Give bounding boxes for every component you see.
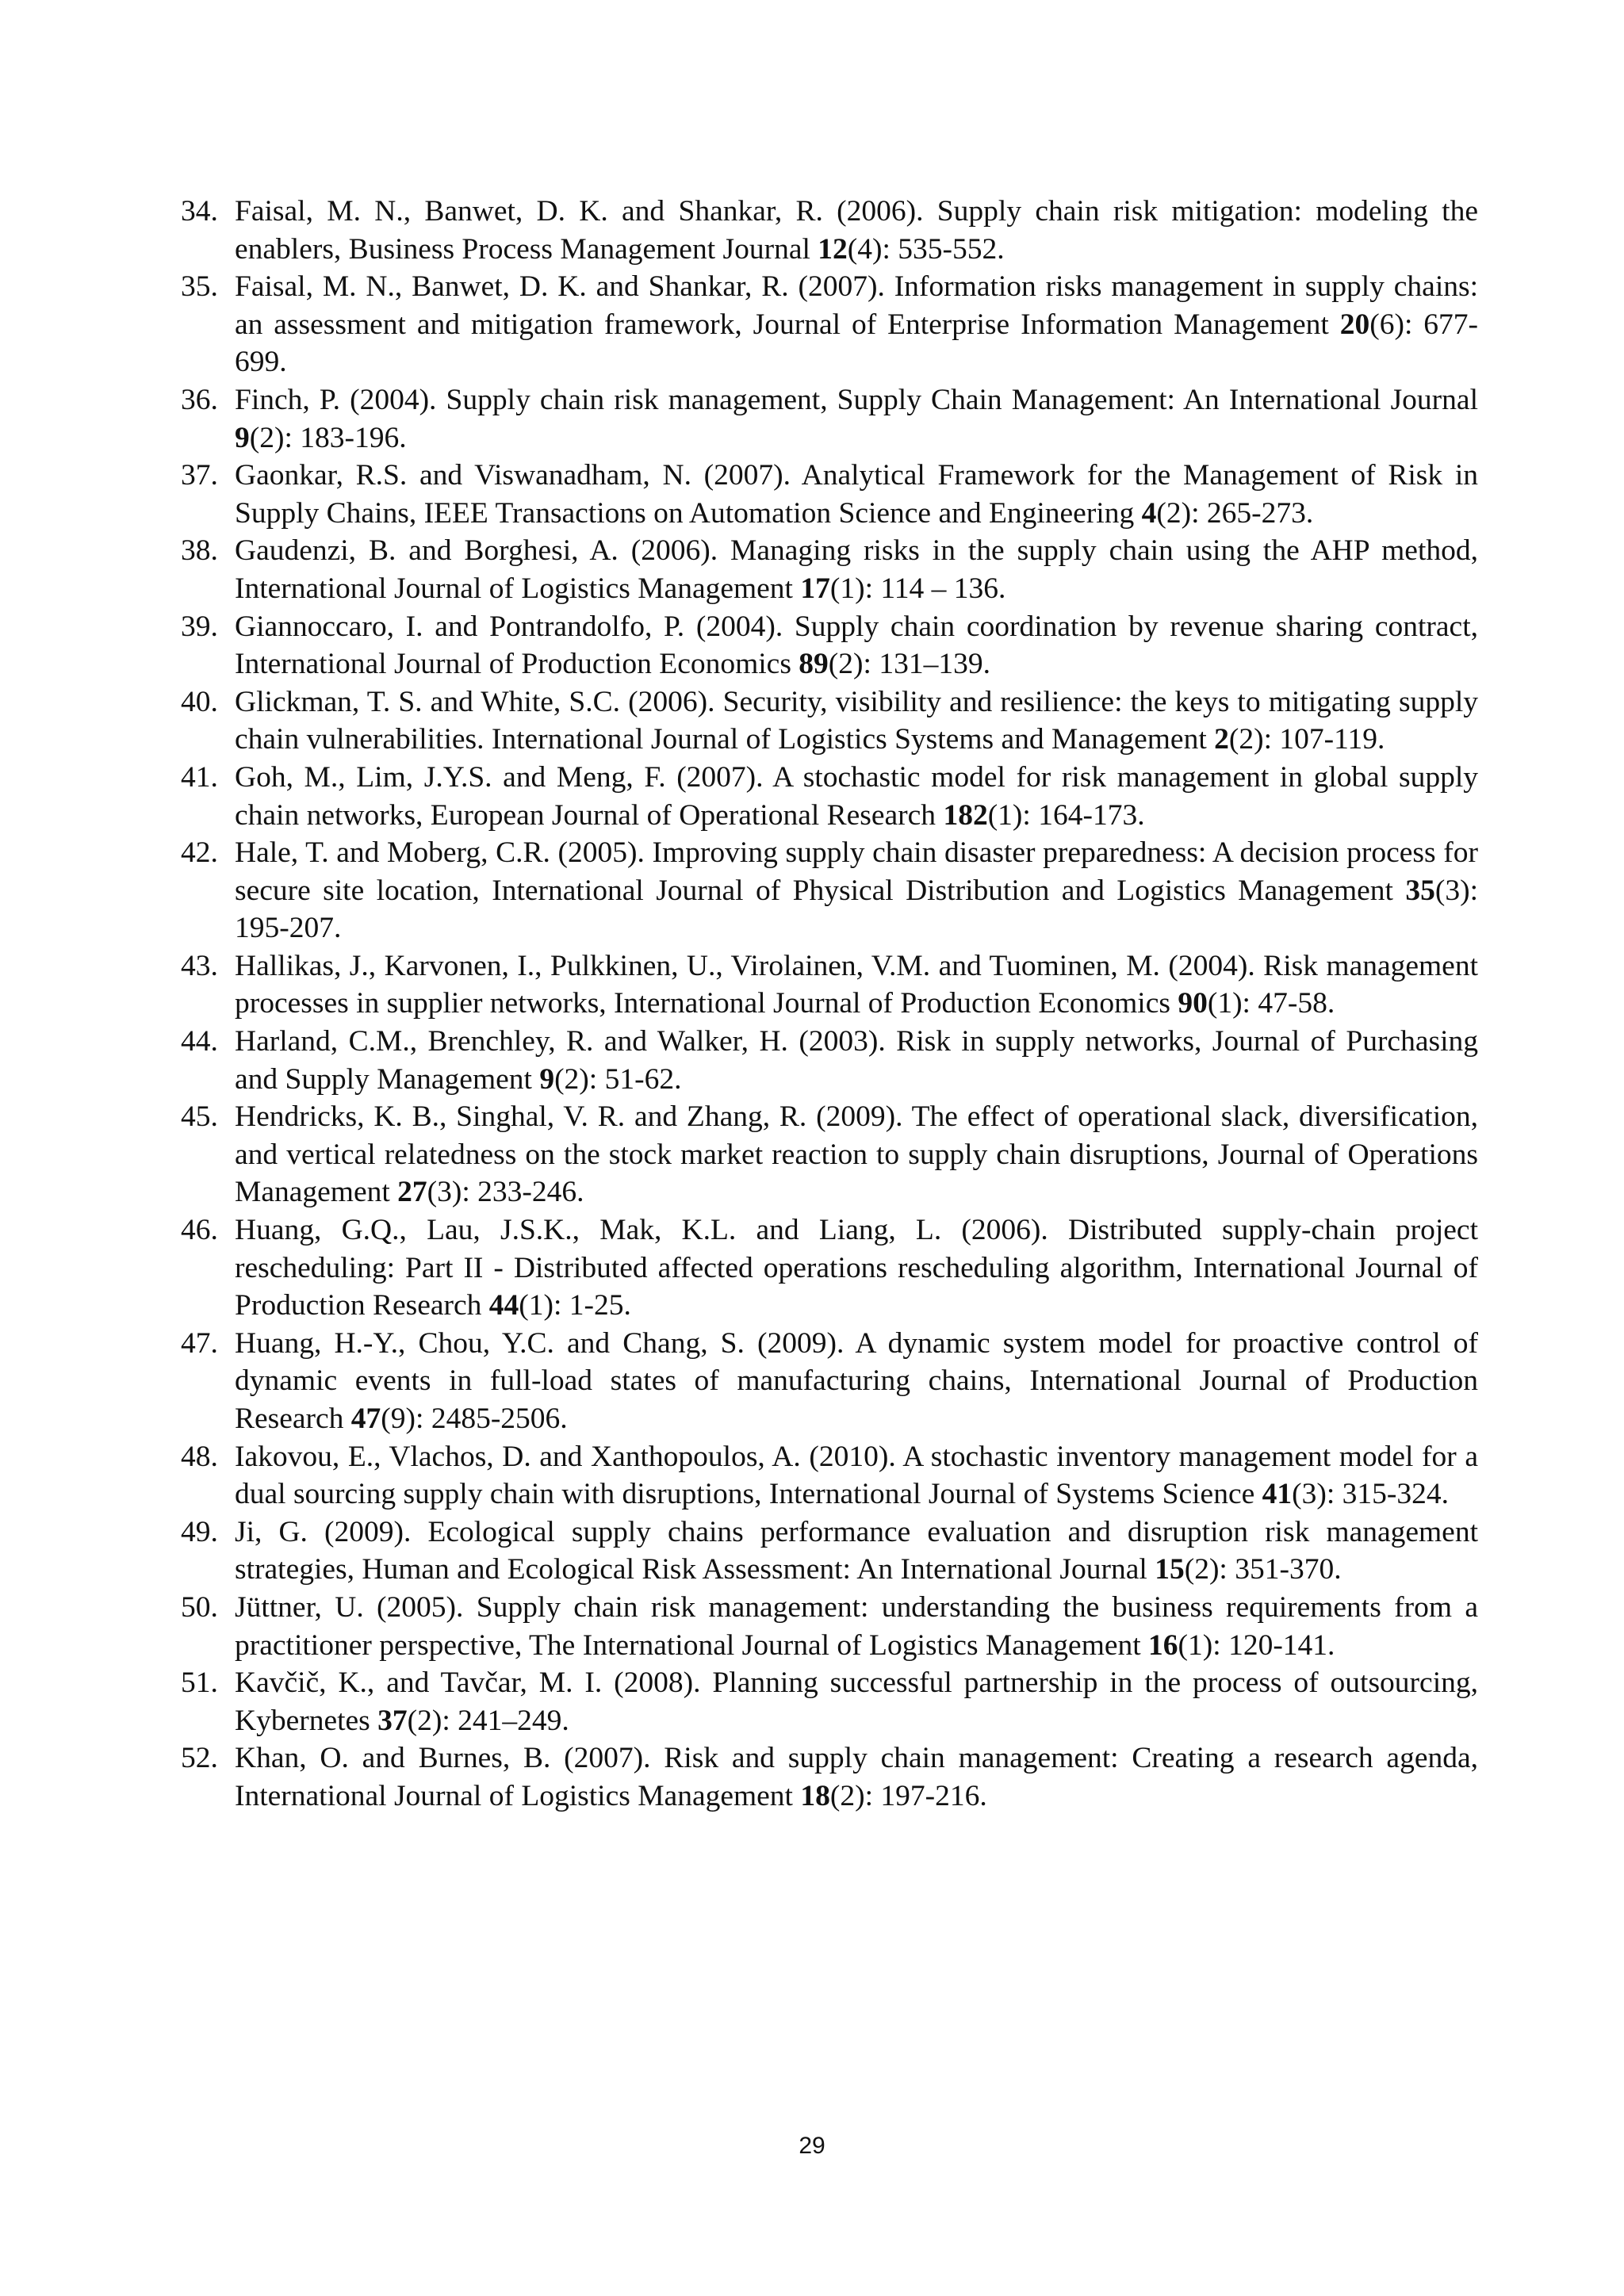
reference-number: 36. — [181, 383, 218, 416]
reference-text — [235, 1025, 1478, 1096]
reference-item — [181, 1325, 1478, 1438]
reference-pages: (2): 51-62. — [554, 1062, 682, 1096]
reference-number: 45. — [181, 1100, 218, 1134]
reference-volume: 89 — [799, 648, 829, 681]
reference-pages: (2): 131–139. — [828, 648, 990, 681]
reference-pages: (1): 1-25. — [519, 1289, 631, 1322]
reference-text — [235, 1667, 1478, 1737]
reference-number: 48. — [181, 1440, 218, 1473]
reference-citation: Hendricks, K. B., Singhal, V. R. and Zhang, R. (2009). The effect of operational slack, diversification, and vertical relatedness on the stock market reaction to supply chain disruptions, Journal of Operations Management — [235, 1100, 1478, 1209]
reference-volume: 9 — [539, 1062, 555, 1096]
reference-text — [235, 1516, 1478, 1586]
reference-volume: 27 — [397, 1176, 427, 1209]
reference-number: 49. — [181, 1515, 218, 1548]
reference-number: 50. — [181, 1590, 218, 1624]
reference-pages: (3): 233-246. — [427, 1176, 584, 1209]
reference-item — [181, 381, 1478, 457]
reference-text — [235, 384, 1478, 454]
reference-item — [181, 947, 1478, 1023]
reference-item — [181, 1513, 1478, 1589]
reference-citation: Iakovou, E., Vlachos, D. and Xanthopoulos, A. (2010). A stochastic inventory management model for a dual sourcing supply chain with disruptions, International Journal of Systems Science — [235, 1440, 1478, 1511]
reference-number: 37. — [181, 459, 218, 492]
reference-item — [181, 608, 1478, 683]
reference-citation: Giannoccaro, I. and Pontrandolfo, P. (2004). Supply chain coordination by revenue sharing contract, International Journal of Production Economics — [235, 610, 1478, 681]
reference-number: 39. — [181, 610, 218, 643]
reference-pages: (6): 677-699. — [235, 308, 1478, 379]
reference-number: 52. — [181, 1742, 218, 1775]
reference-volume: 18 — [800, 1779, 830, 1812]
reference-citation: Gaudenzi, B. and Borghesi, A. (2006). Managing risks in the supply chain using the AHP method, International Journal of Logistics Management — [235, 534, 1478, 605]
reference-pages: (3): 195-207. — [235, 874, 1478, 945]
reference-volume: 44 — [488, 1289, 519, 1322]
reference-volume: 16 — [1148, 1628, 1178, 1662]
reference-citation: Hale, T. and Moberg, C.R. (2005). Improving supply chain disaster preparedness: A decision process for secure site location, International Journal of Physical Distribution and Logistics Management — [235, 836, 1478, 907]
reference-volume: 2 — [1214, 723, 1229, 756]
reference-item — [181, 1211, 1478, 1325]
reference-volume: 182 — [943, 798, 988, 832]
reference-citation: Hallikas, J., Karvonen, I., Pulkkinen, U., Virolainen, V.M. and Tuominen, M. (2004). Risk management processes in supplier networks, International Journal of Production Economics — [235, 949, 1478, 1020]
reference-item — [181, 834, 1478, 947]
reference-volume: 47 — [350, 1402, 381, 1435]
reference-text — [235, 195, 1478, 266]
reference-pages: (2): 107-119. — [1228, 723, 1385, 756]
reference-pages: (2): 197-216. — [829, 1779, 987, 1812]
reference-pages: (1): 47-58. — [1207, 987, 1335, 1020]
reference-pages: (2): 241–249. — [407, 1704, 569, 1737]
reference-number: 34. — [181, 195, 218, 228]
reference-item — [181, 1739, 1478, 1815]
reference-text — [235, 686, 1478, 756]
reference-citation: Goh, M., Lim, J.Y.S. and Meng, F. (2007). A stochastic model for risk management in global supply chain networks, European Journal of Operational Research — [235, 760, 1478, 832]
reference-text — [235, 1327, 1478, 1435]
reference-pages: (3): 315-324. — [1292, 1478, 1450, 1511]
reference-pages: (2): 183-196. — [249, 421, 407, 454]
reference-volume: 20 — [1339, 308, 1370, 341]
reference-list — [181, 193, 1478, 1816]
reference-text — [235, 270, 1478, 378]
reference-pages: (1): 164-173. — [987, 798, 1145, 832]
reference-pages: (9): 2485-2506. — [381, 1402, 568, 1435]
reference-text — [235, 950, 1478, 1020]
reference-volume: 15 — [1155, 1553, 1185, 1586]
reference-text — [235, 1742, 1478, 1812]
reference-number: 41. — [181, 760, 218, 794]
reference-citation: Kavčič, K., and Tavčar, M. I. (2008). Planning successful partnership in the process of outsourcing, Kybernetes — [235, 1667, 1478, 1737]
reference-item — [181, 457, 1478, 532]
reference-citation: Jüttner, U. (2005). Supply chain risk management: understanding the business requirements from a practitioner perspective, The International Journal of Logistics Management — [235, 1590, 1478, 1662]
reference-pages: (1): 120-141. — [1178, 1628, 1335, 1662]
reference-item — [181, 1438, 1478, 1513]
reference-citation: Finch, P. (2004). Supply chain risk management, Supply Chain Management: An International Journal — [235, 383, 1478, 416]
reference-number: 42. — [181, 836, 218, 870]
reference-text — [235, 1591, 1478, 1662]
reference-pages: (2): 351-370. — [1184, 1553, 1342, 1586]
reference-item — [181, 1098, 1478, 1211]
reference-volume: 4 — [1141, 496, 1157, 530]
page-number: 29 — [799, 2133, 825, 2159]
reference-number: 40. — [181, 685, 218, 718]
reference-text — [235, 761, 1478, 832]
reference-text — [235, 1441, 1478, 1511]
reference-volume: 12 — [818, 232, 848, 266]
reference-text — [235, 534, 1478, 605]
reference-citation: Ji, G. (2009). Ecological supply chains performance evaluation and disruption risk management strategies, Human and Ecological Risk Assessment: An International Journal — [235, 1515, 1478, 1586]
reference-item — [181, 1664, 1478, 1739]
reference-citation: Khan, O. and Burnes, B. (2007). Risk and supply chain management: Creating a research agenda, International Journal of Logistics Management — [235, 1742, 1478, 1812]
reference-item — [181, 1589, 1478, 1664]
reference-citation: Huang, G.Q., Lau, J.S.K., Mak, K.L. and Liang, L. (2006). Distributed supply-chain project rescheduling: Part II - Distributed affected operations rescheduling algorithm, International Journal of Production Research — [235, 1214, 1478, 1322]
reference-number: 51. — [181, 1667, 218, 1700]
reference-pages: (1): 114 – 136. — [829, 572, 1006, 605]
reference-text — [235, 836, 1478, 944]
reference-text — [235, 1100, 1478, 1208]
reference-number: 47. — [181, 1326, 218, 1360]
reference-citation: Faisal, M. N., Banwet, D. K. and Shankar, R. (2006). Supply chain risk mitigation: modeling the enablers, Business Process Management Journal — [235, 195, 1478, 266]
reference-volume: 90 — [1178, 987, 1208, 1020]
reference-volume: 9 — [235, 421, 250, 454]
reference-volume: 17 — [800, 572, 830, 605]
reference-number: 38. — [181, 534, 218, 568]
reference-item — [181, 268, 1478, 381]
reference-citation: Faisal, M. N., Banwet, D. K. and Shankar, R. (2007). Information risks management in supply chains: an assessment and mitigation framework, Journal of Enterprise Information Management — [235, 270, 1478, 341]
reference-pages: (2): 265-273. — [1156, 496, 1314, 530]
reference-item — [181, 193, 1478, 268]
reference-volume: 35 — [1405, 874, 1435, 907]
reference-volume: 41 — [1262, 1478, 1293, 1511]
reference-number: 46. — [181, 1214, 218, 1247]
reference-item — [181, 532, 1478, 607]
reference-text — [235, 610, 1478, 681]
reference-citation: Harland, C.M., Brenchley, R. and Walker, H. (2003). Risk in supply networks, Journal of Purchasing and Supply Management — [235, 1025, 1478, 1096]
reference-item — [181, 1023, 1478, 1098]
reference-pages: (4): 535-552. — [847, 232, 1005, 266]
reference-number: 44. — [181, 1025, 218, 1058]
reference-number: 35. — [181, 270, 218, 304]
reference-citation: Huang, H.-Y., Chou, Y.C. and Chang, S. (2009). A dynamic system model for proactive control of dynamic events in full-load states of manufacturing chains, International Journal of Production Research — [235, 1326, 1478, 1435]
reference-item — [181, 759, 1478, 834]
reference-item — [181, 683, 1478, 759]
reference-citation: Glickman, T. S. and White, S.C. (2006). Security, visibility and resilience: the keys to mitigating supply chain vulnerabilities. International Journal of Logistics Systems and Management — [235, 685, 1478, 756]
reference-text — [235, 459, 1478, 530]
reference-text — [235, 1214, 1478, 1322]
reference-citation: Gaonkar, R.S. and Viswanadham, N. (2007). Analytical Framework for the Management of Risk in Supply Chains, IEEE Transactions on Automation Science and Engineering — [235, 459, 1478, 530]
reference-volume: 37 — [377, 1704, 408, 1737]
reference-number: 43. — [181, 949, 218, 982]
